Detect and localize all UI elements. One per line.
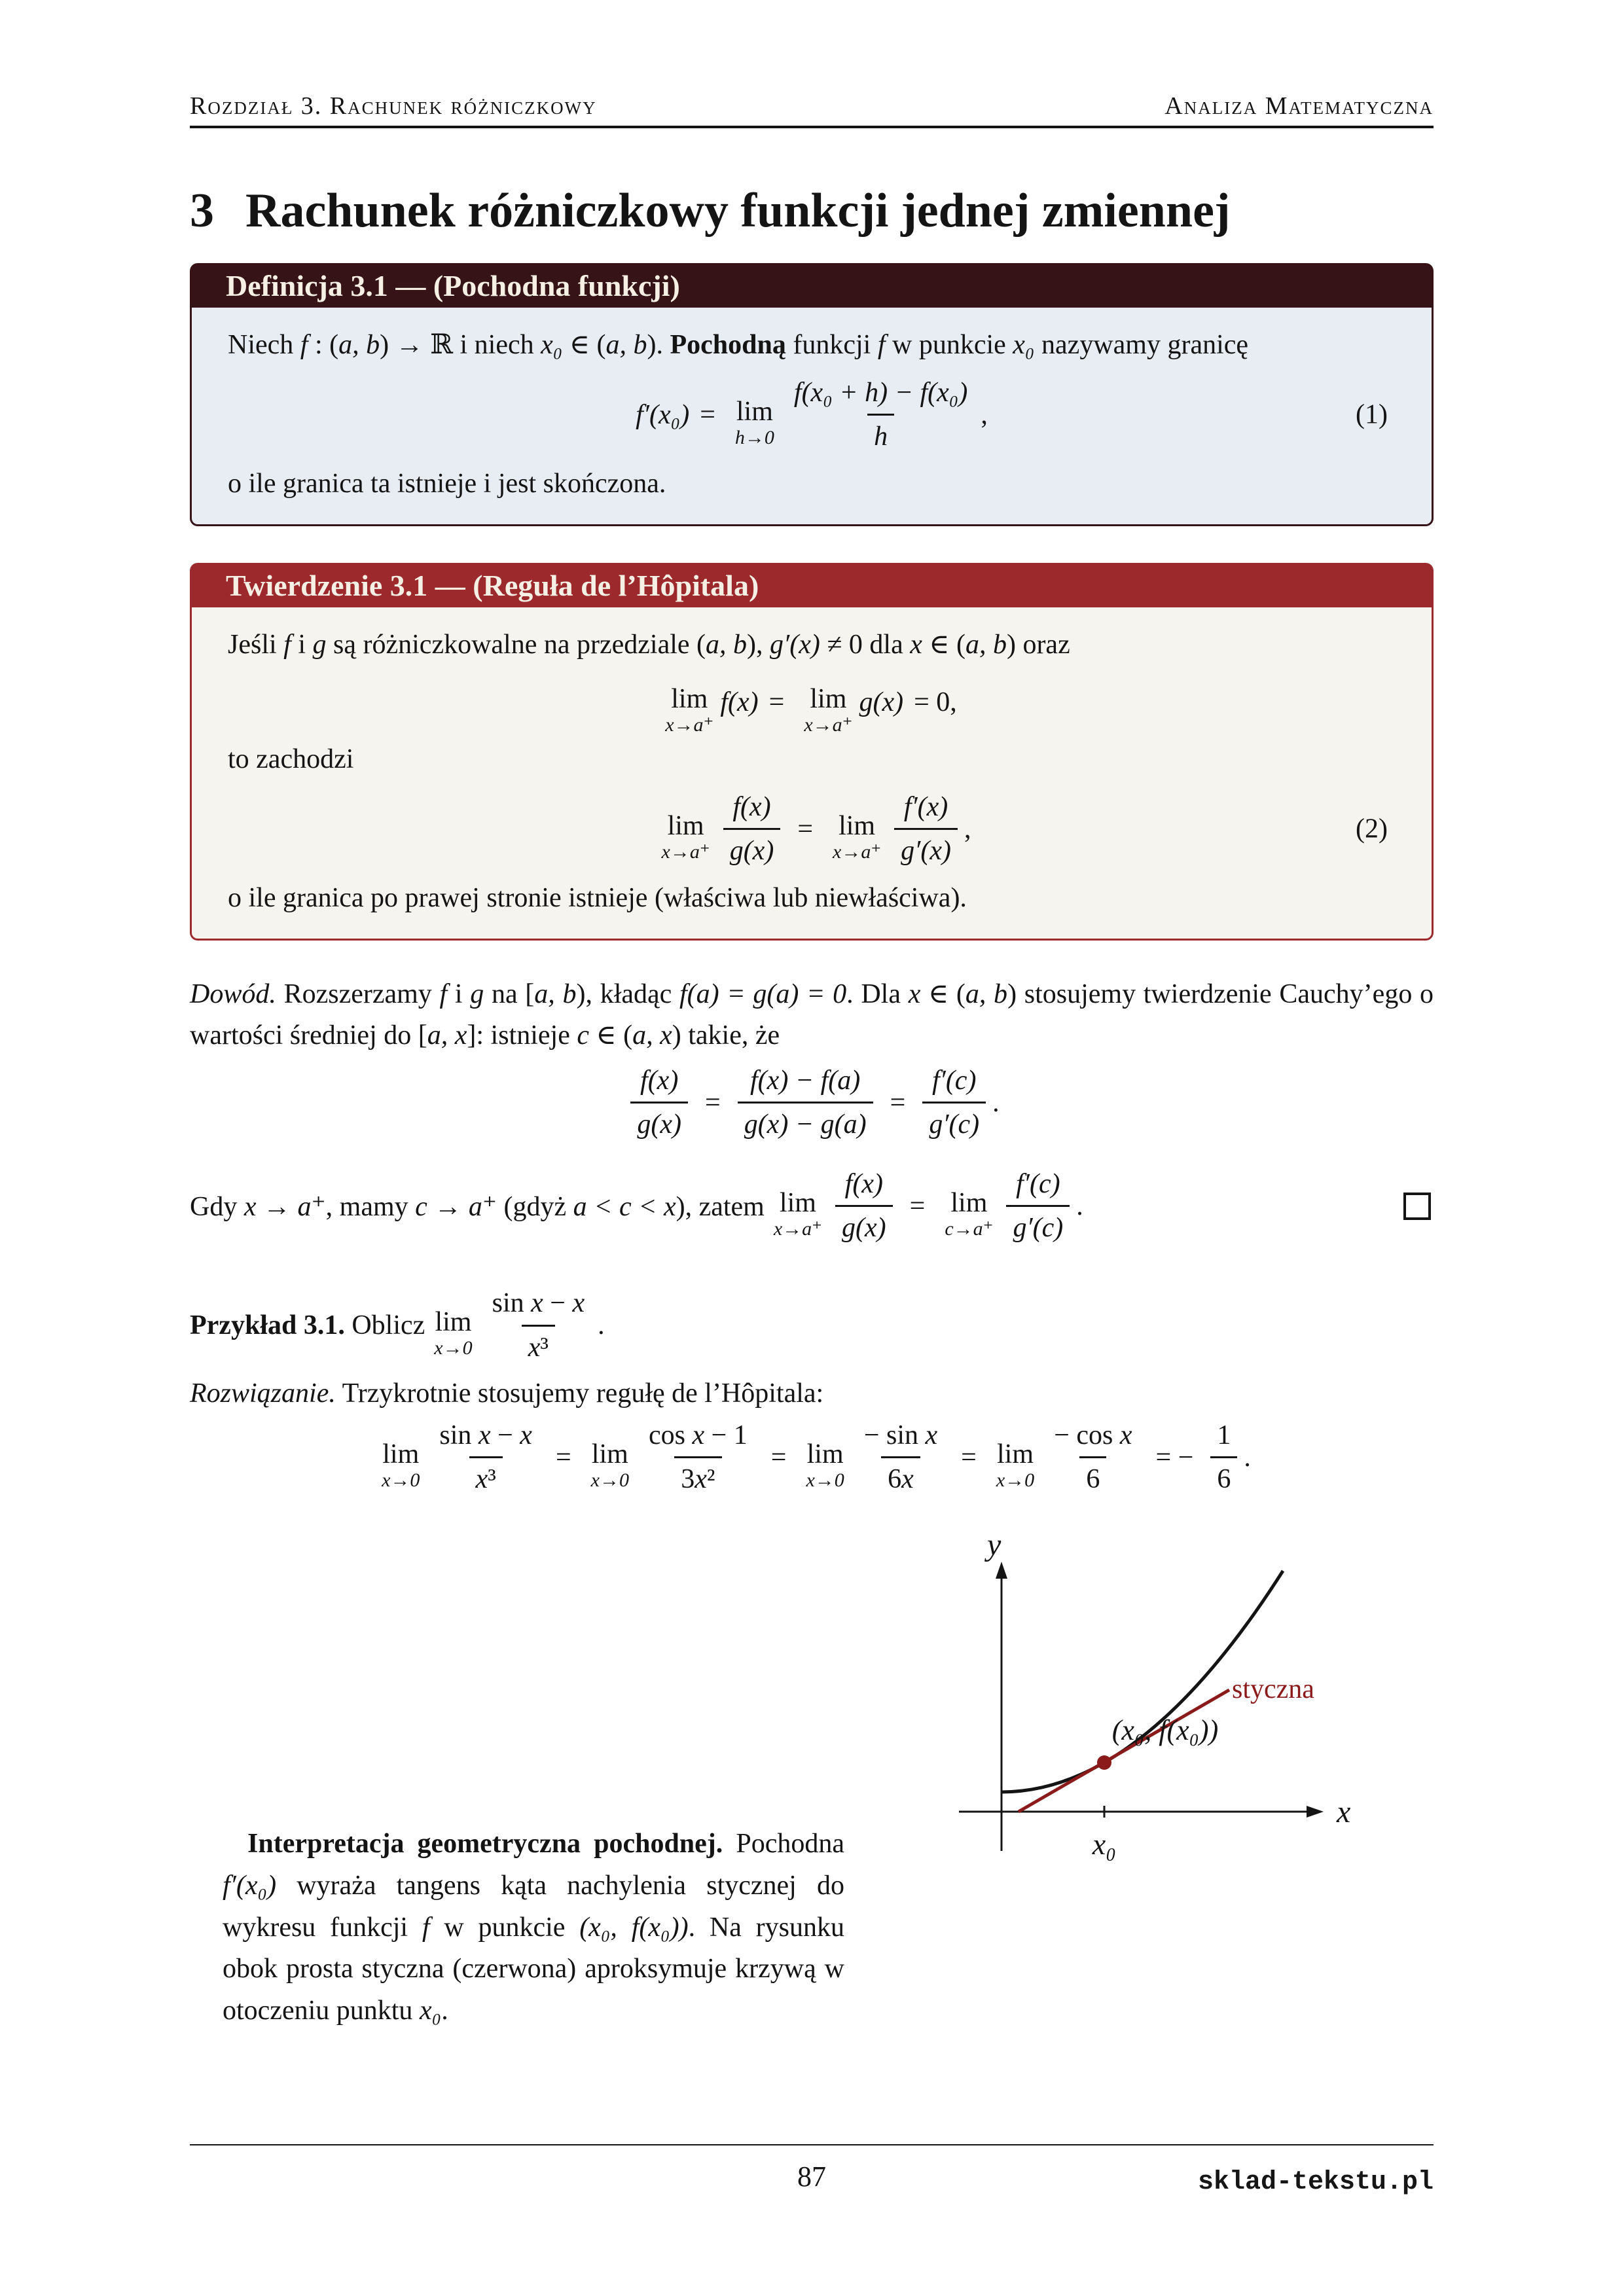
theorem-mid-text: to zachodzi [228, 744, 354, 774]
proof-last-text: Gdy x → a⁺, mamy c → a⁺ (gdyż a < c < x), zatem [190, 1191, 765, 1222]
proof-last-lim-2: lim c→a⁺ [945, 1187, 994, 1240]
eq1-lhs: f′(x₀) [636, 399, 690, 430]
definition-title: Definicja 3.1 — (Pochodna funkcji) [226, 268, 680, 302]
chain-lim-3: lim x→0 [806, 1439, 844, 1491]
example-period: . [598, 1310, 605, 1340]
definition-intro: Niech f : (a, b) → ℝ i niech x₀ ∈ (a, b). Pochodną funkcji f w punkcie x₀ nazywamy granicę [228, 330, 1249, 360]
limits-equals: = [768, 687, 785, 717]
example-label: Przykład 3.1. Oblicz [190, 1310, 425, 1340]
eq2-fraction-1: $\frac{f(x)}{g(x)}$ [723, 792, 781, 866]
point-label: (x₀, f(x₀)) [1111, 1714, 1219, 1746]
proof-paragraph: Dowód. Rozszerzamy f i g na [a, b), kładąc f(a) = g(a) = 0. Dla x ∈ (a, b) stosujemy twierdzenie Cauchy’ego o wartości średniej do [a, x]: istnieje c ∈ (a, x) takie, że [190, 979, 1434, 1050]
example-lim: lim x→0 [434, 1307, 473, 1359]
proof-last-fraction-2: $\frac{f'(c)}{g'(c)}$ [1006, 1169, 1070, 1243]
definition-equation [228, 378, 1396, 452]
theorem-intro: Jeśli f i g są różniczkowalne na przedziale (a, b), g′(x) ≠ 0 dla x ∈ (a, b) oraz [228, 630, 1070, 660]
limits-arg-1: f(x) [720, 687, 759, 717]
x0-label: x₀ [1092, 1827, 1117, 1861]
proof-equation [190, 1066, 1434, 1139]
example-line [190, 1283, 1434, 1368]
proof-equals-1: = [705, 1087, 721, 1118]
x-axis-label: x [1337, 1795, 1351, 1829]
proof-fraction-1: $\frac{f(x)}{g(x)}$ [630, 1066, 688, 1139]
eq1-equals: = [700, 399, 715, 430]
eq1-fraction: $\frac{\text{f(x₀ + h) − f(x₀)}}{h}$ [793, 378, 968, 452]
y-axis-label: y [987, 1528, 1001, 1562]
limits-lim-2: lim x→a⁺ [804, 684, 853, 736]
solution-chain-row [190, 1420, 1434, 1494]
chain-period: . [1244, 1442, 1251, 1473]
theorem-outro: o ile granica po prawej stronie istnieje (właściwa lub niewłaściwa). [228, 883, 967, 914]
eq2-lim-2: lim x→a⁺ [833, 810, 882, 863]
definition-outro: o ile granica ta istnieje i jest skończona. [228, 469, 666, 499]
limits-lim-1: lim x→a⁺ [665, 684, 714, 736]
chain-fraction-1: $\frac{\text{sin x − x}}{\text{x³}}$ [439, 1420, 532, 1495]
qed-square [1403, 1193, 1431, 1220]
tangent-line [1019, 1690, 1229, 1812]
proof-fraction-3: $\frac{f'(c)}{g'(c)}$ [922, 1066, 986, 1139]
proof-eq-period: . [992, 1087, 1000, 1118]
limits-arg-2: g(x) [859, 687, 904, 717]
proof-last-fraction-1: $\frac{f(x)}{g(x)}$ [835, 1169, 893, 1243]
chain-lim-1: lim x→0 [382, 1439, 420, 1491]
proof-equals-2: = [890, 1087, 906, 1118]
proof-equation-row [190, 1066, 1434, 1139]
chain-fraction-4: $\frac{\text{− cos x}}{6}$ [1054, 1420, 1132, 1495]
eq1-limit: lim h→0 [734, 396, 774, 448]
y-axis-arrow-icon [996, 1562, 1007, 1579]
chain-equals-4: = − [1155, 1442, 1194, 1473]
limits-tail: = 0, [914, 687, 957, 717]
eq2-equals: = [797, 814, 813, 844]
page-number: 87 [797, 2161, 826, 2193]
solution-label: Rozwiązanie. Trzykrotnie stosujemy regułę de l’Hôpitala: [190, 1378, 824, 1408]
solution-chain-equation [190, 1420, 1434, 1494]
chain-result-fraction: $\frac{1}{6}$ [1210, 1420, 1237, 1494]
theorem-title: Twierdzenie 3.1 — (Reguła de l’Hôpitala) [226, 568, 759, 602]
theorem-limits-row [228, 677, 1396, 736]
tangent-label: styczna [1232, 1674, 1314, 1704]
footer-rule [190, 2144, 1434, 2145]
header-rule [190, 126, 1434, 128]
tangency-point [1097, 1755, 1111, 1770]
definition-box-header [190, 263, 1434, 308]
example-fraction: $\frac{\text{sin x − x}}{\text{x³}}$ [492, 1288, 585, 1363]
section-title [190, 183, 1231, 239]
chain-equals-2: = [770, 1442, 787, 1473]
theorem-box-header [190, 563, 1434, 607]
equation-tag-1: (1) [1356, 399, 1388, 430]
chain-equals-1: = [555, 1442, 571, 1473]
eq2-fraction-2: $\frac{f'(x)}{g'(x)}$ [894, 792, 958, 866]
section-title-text: Rachunek różniczkowy funkcji jednej zmiennej [245, 184, 1231, 238]
theorem-equation-row [228, 792, 1396, 866]
chain-lim-2: lim x→0 [590, 1439, 629, 1491]
chain-equals-3: = [961, 1442, 977, 1473]
interpretation-paragraph: Interpretacja geometryczna pochodnej. Pochodna f′(x₀) wyraża tangens kąta nachylenia stycznej do wykresu funkcji f w punkcie (x₀, f(x₀)). Na rysunku obok prosta styczna (czerwona) aproksymuje krzywą w otoczeniu punktu x₀. [223, 1829, 844, 2026]
eq2-comma: , [964, 814, 971, 844]
proof-last-period: . [1076, 1191, 1083, 1221]
chain-fraction-2: $\frac{\text{cos x − 1}}{\text{3x²}}$ [648, 1420, 748, 1495]
theorem-box [190, 563, 1434, 941]
tangent-figure [936, 1524, 1368, 1890]
proof-last-lim-1: lim x→a⁺ [773, 1187, 822, 1240]
definition-box [190, 263, 1434, 526]
eq2-lim-1: lim x→a⁺ [661, 810, 710, 863]
chain-fraction-3: $\frac{\text{− sin x}}{6x}$ [863, 1420, 938, 1495]
header-course: Analiza Matematyczna [1164, 92, 1434, 120]
eq1-comma: , [981, 399, 988, 430]
proof-last-equals: = [909, 1191, 926, 1221]
theorem-limits-equation [228, 677, 1396, 736]
theorem-equation [228, 792, 1396, 866]
chain-lim-4: lim x→0 [996, 1439, 1035, 1491]
header-chapter: Rozdział 3. Rachunek różniczkowy [190, 92, 597, 120]
equation-tag-2: (2) [1356, 814, 1388, 844]
theorem-box-body [190, 607, 1434, 941]
proof-fraction-2: $\frac{f(x) - f(a)}{g(x) - g(a)}$ [738, 1066, 873, 1139]
definition-equation-row [228, 378, 1396, 452]
x-axis-arrow-icon [1307, 1806, 1324, 1818]
proof-last-line [190, 1169, 1434, 1243]
definition-box-body [190, 308, 1434, 526]
section-number: 3 [190, 184, 214, 238]
footer-brand: sklad-tekstu.pl [1197, 2168, 1434, 2197]
